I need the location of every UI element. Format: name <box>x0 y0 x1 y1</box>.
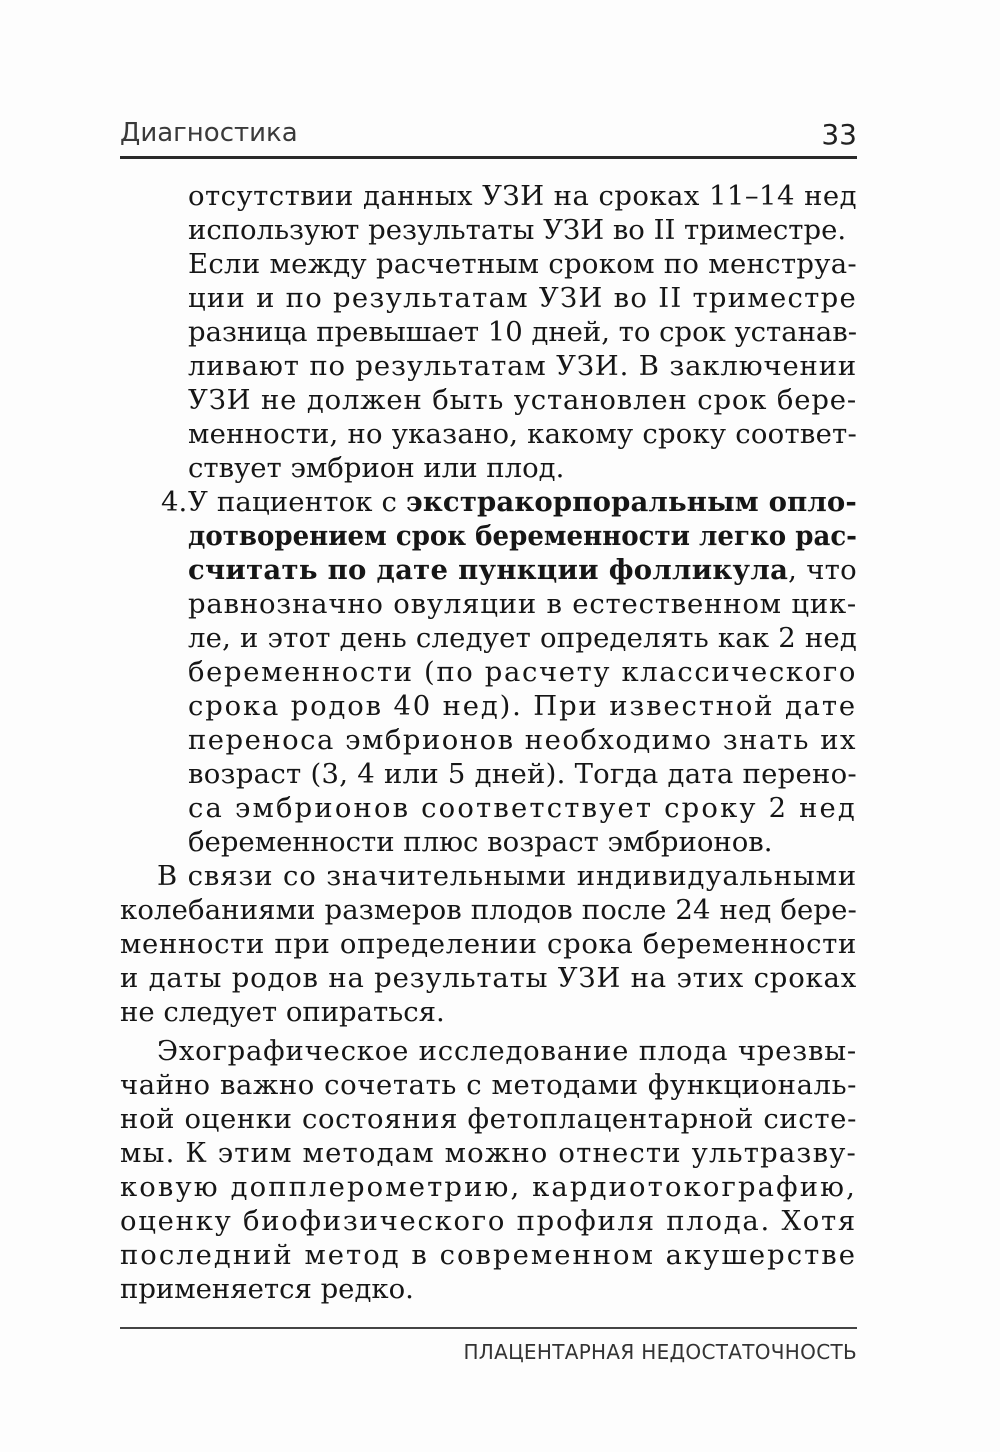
text-line: чайно важно сочетать с методами функциональ- <box>120 1069 857 1101</box>
text-line: отсутствии данных УЗИ на сроках 11–14 нед <box>188 180 857 212</box>
text-line: оценку биофизического профиля плода. Хотя <box>120 1205 857 1237</box>
text-line <box>188 553 857 587</box>
text-plain: У пациенток с <box>188 486 407 518</box>
text-line: ствует эмбрион или плод. <box>188 452 565 484</box>
text-line: Если между расчетным сроком по менструа- <box>188 248 857 280</box>
text-line: последний метод в современном акушерстве <box>120 1239 857 1271</box>
text-line: срока родов 40 нед). При известной дате <box>188 690 857 722</box>
text-line: применяется редко. <box>120 1273 414 1305</box>
text-line: ной оценки состояния фетоплацентарной систе- <box>120 1103 857 1135</box>
text-plain: , что <box>788 554 857 586</box>
text-line: В связи со значительными индивидуальными <box>157 860 857 892</box>
text-line: ции и по результатам УЗИ во II триместре <box>188 282 857 314</box>
text-line: переноса эмбрионов необходимо знать их <box>188 724 857 756</box>
running-header-section: Диагностика <box>120 118 298 148</box>
text-line: менности при определении срока беременности <box>120 928 857 960</box>
text-line: Эхографическое исследование плода чрезвы- <box>157 1035 857 1067</box>
text-line: беременности плюс возраст эмбрионов. <box>188 826 773 858</box>
running-footer-title: ПЛАЦЕНТАРНАЯ НЕДОСТАТОЧНОСТЬ <box>463 1340 857 1364</box>
text-line: колебаниями размеров плодов после 24 нед бере- <box>120 894 857 926</box>
text-bold: экстракорпоральным опло- <box>406 486 857 518</box>
text-line <box>188 485 857 519</box>
text-line: ле, и этот день следует определять как 2 нед <box>188 622 857 654</box>
text-line: равнозначно овуляции в естественном цик- <box>188 588 857 620</box>
text-line: беременности (по расчету классического <box>188 656 857 688</box>
text-line: са эмбрионов соответствует сроку 2 нед <box>188 792 857 824</box>
text-line: не следует опираться. <box>120 996 445 1028</box>
header-rule <box>120 156 857 159</box>
text-line: ливают по результатам УЗИ. В заключении <box>188 350 857 382</box>
text-bold: считать по дате пункции фолликула <box>188 554 789 586</box>
page-number: 33 <box>821 118 857 151</box>
text-line: используют результаты УЗИ во II триместре. <box>188 214 847 246</box>
list-number: 4. <box>161 486 188 518</box>
text-line: и даты родов на результаты УЗИ на этих сроках <box>120 962 857 994</box>
text-line: мы. К этим методам можно отнести ультразву- <box>120 1137 857 1169</box>
text-bold: дотворением срок беременности легко рас- <box>188 520 857 552</box>
text-line <box>188 519 857 553</box>
text-line: возраст (3, 4 или 5 дней). Тогда дата перено- <box>188 758 857 790</box>
text-line: разница превышает 10 дней, то срок устанав- <box>188 316 857 348</box>
footer-rule <box>120 1327 857 1329</box>
text-line: ковую допплерометрию, кардиотокографию, <box>120 1171 857 1203</box>
text-line: УЗИ не должен быть установлен срок бере- <box>188 384 857 416</box>
text-line: менности, но указано, какому сроку соответ- <box>188 418 857 450</box>
